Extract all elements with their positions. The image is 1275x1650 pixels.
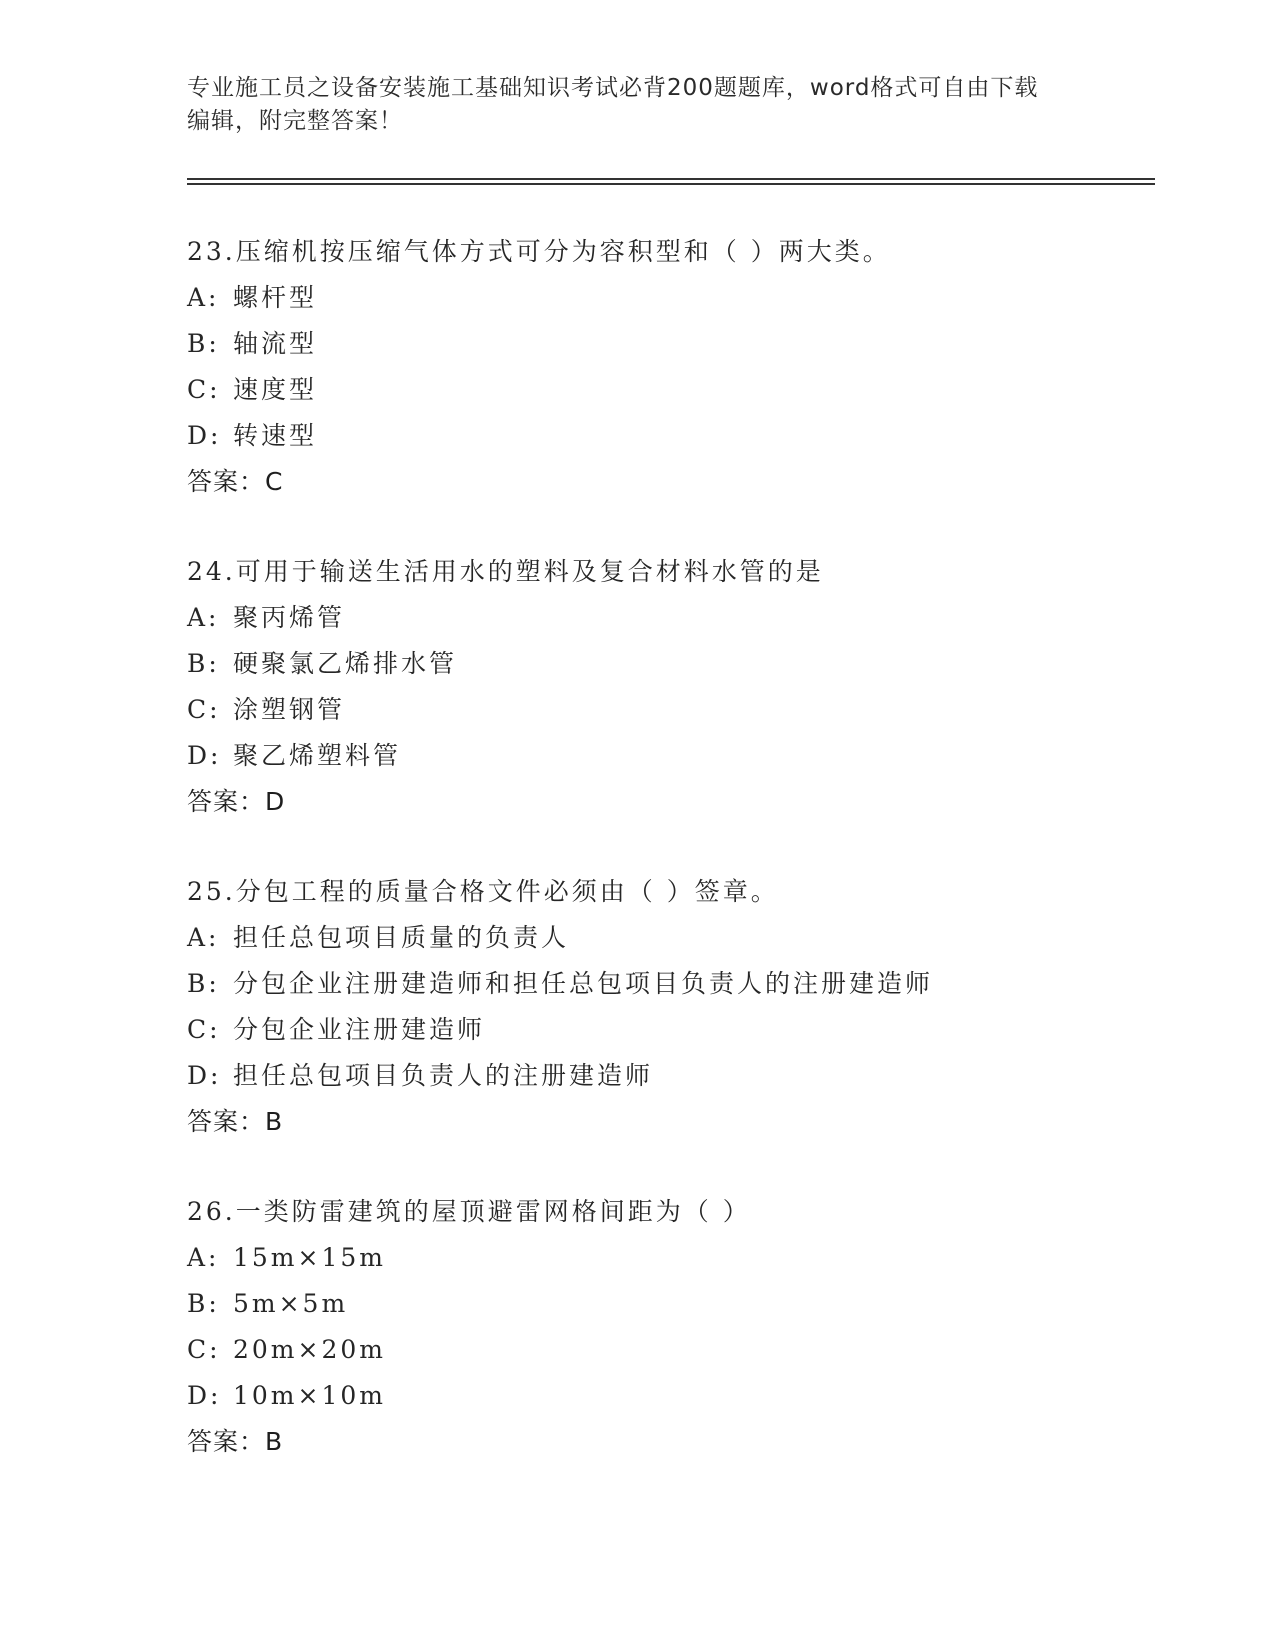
option-a xyxy=(187,1242,1167,1288)
option-text: 螺杆型 xyxy=(233,283,318,312)
option-text: 轴流型 xyxy=(233,329,318,358)
option-d xyxy=(187,1060,1167,1106)
question-block xyxy=(187,556,1167,832)
option-key: D: xyxy=(187,1381,222,1410)
option-key: A: xyxy=(187,603,220,632)
option-c xyxy=(187,374,1167,420)
answer-line: 答案：B xyxy=(187,1107,284,1136)
option-d xyxy=(187,420,1167,466)
option-c xyxy=(187,1014,1167,1060)
option-text: 分包企业注册建造师 xyxy=(233,1015,486,1044)
option-a xyxy=(187,922,1167,968)
answer-line: 答案：D xyxy=(187,787,286,816)
option-text: 硬聚氯乙烯排水管 xyxy=(233,649,458,678)
option-text: 速度型 xyxy=(233,375,318,404)
option-key: C: xyxy=(187,375,221,404)
option-text: 分包企业注册建造师和担任总包项目负责人的注册建造师 xyxy=(233,969,934,998)
option-text: 15m×15m xyxy=(233,1243,386,1272)
question-stem: 23.压缩机按压缩气体方式可分为容积型和（ ）两大类。 xyxy=(187,237,891,266)
question-stem: 24.可用于输送生活用水的塑料及复合材料水管的是 xyxy=(187,557,824,586)
option-key: B: xyxy=(187,1289,220,1318)
option-b xyxy=(187,1288,1167,1334)
option-d xyxy=(187,740,1167,786)
option-key: B: xyxy=(187,329,220,358)
option-text: 担任总包项目负责人的注册建造师 xyxy=(233,1061,654,1090)
option-key: B: xyxy=(187,649,220,678)
question-block xyxy=(187,1196,1167,1472)
option-b xyxy=(187,328,1167,374)
option-text: 涂塑钢管 xyxy=(233,695,346,724)
option-c xyxy=(187,694,1167,740)
option-b xyxy=(187,648,1167,694)
option-key: D: xyxy=(187,421,222,450)
option-text: 聚丙烯管 xyxy=(233,603,346,632)
header-divider-top xyxy=(187,178,1155,180)
option-text: 5m×5m xyxy=(233,1289,349,1318)
answer-line: 答案：C xyxy=(187,467,284,496)
header-title-line-2: 编辑，附完整答案！ xyxy=(187,108,403,134)
answer-line: 答案：B xyxy=(187,1427,284,1456)
option-key: C: xyxy=(187,695,221,724)
option-key: A: xyxy=(187,283,220,312)
question-block xyxy=(187,876,1167,1152)
option-a xyxy=(187,282,1167,328)
document-header xyxy=(187,72,1087,138)
option-key: B: xyxy=(187,969,220,998)
option-text: 转速型 xyxy=(233,421,318,450)
option-text: 担任总包项目质量的负责人 xyxy=(233,923,570,952)
option-key: C: xyxy=(187,1335,221,1364)
option-key: D: xyxy=(187,1061,222,1090)
option-b xyxy=(187,968,1167,1014)
header-title-line-1: 专业施工员之设备安装施工基础知识考试必背200题题库，word格式可自由下载 xyxy=(187,75,1039,101)
option-key: A: xyxy=(187,923,220,952)
option-text: 20m×20m xyxy=(233,1335,386,1364)
option-d xyxy=(187,1380,1167,1426)
question-stem: 25.分包工程的质量合格文件必须由（ ）签章。 xyxy=(187,877,779,906)
question-block xyxy=(187,236,1167,512)
option-a xyxy=(187,602,1167,648)
question-stem: 26.一类防雷建筑的屋顶避雷网格间距为（ ） xyxy=(187,1197,751,1226)
option-key: A: xyxy=(187,1243,220,1272)
option-key: D: xyxy=(187,741,222,770)
option-text: 聚乙烯塑料管 xyxy=(233,741,402,770)
header-divider-bottom xyxy=(187,183,1155,185)
option-text: 10m×10m xyxy=(233,1381,386,1410)
option-key: C: xyxy=(187,1015,221,1044)
option-c xyxy=(187,1334,1167,1380)
